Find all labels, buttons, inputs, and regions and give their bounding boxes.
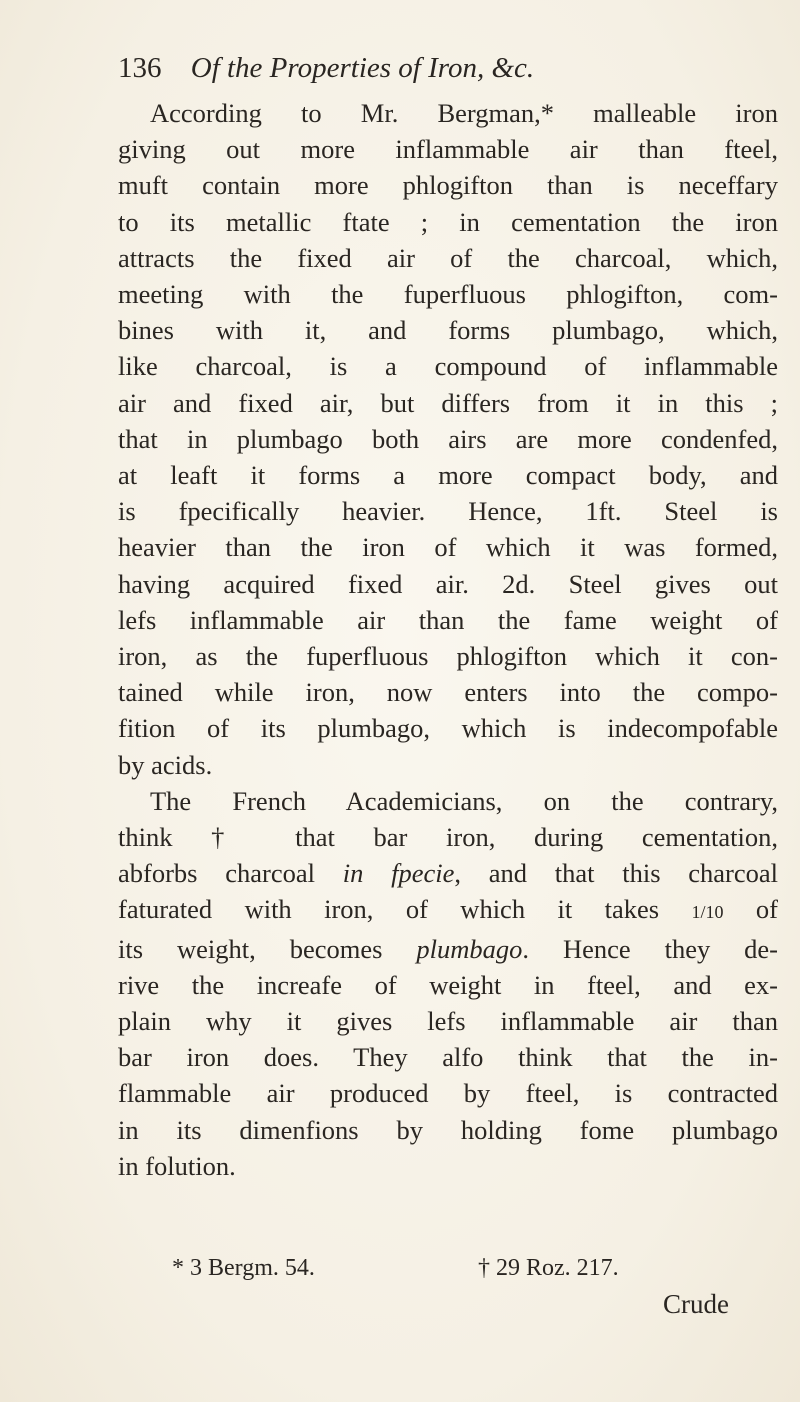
text-line: flammable air produced by fteel, is contracted: [118, 1078, 778, 1109]
text-line: air and fixed air, but differs from it in this ;: [118, 387, 778, 418]
page-number: 136: [118, 52, 162, 84]
text-run: . Hence they de-: [522, 933, 779, 964]
text-line: [118, 931, 778, 967]
italic-term: plumbago: [416, 933, 523, 964]
text-line: is fpecifically heavier. Hence, 1ft. Steel is: [118, 496, 778, 527]
fraction: 1/10: [691, 902, 724, 923]
text-run: faturated with iron, of which it takes: [118, 894, 692, 925]
text-line: like charcoal, is a compound of inflammable: [118, 351, 778, 382]
text-line: giving out more inflammable air than fteel,: [118, 134, 778, 165]
text-line: attracts the fixed air of the charcoal, which,: [118, 242, 778, 273]
text-line: to its metallic ftate ; in cementation the iron: [118, 206, 778, 237]
catchword: Crude: [663, 1289, 729, 1319]
text-line: by acids.: [118, 749, 213, 780]
text-line: The French Academicians, on the contrary,: [150, 785, 778, 816]
body-text: [118, 95, 778, 1184]
text-line: bines with it, and forms plumbago, which,: [118, 315, 778, 346]
footnote-1: * 3 Bergm. 54.: [172, 1255, 315, 1281]
text-line: bar iron does. They alfo think that the in-: [118, 1042, 778, 1073]
running-title: Of the Properties of Iron, &c.: [190, 52, 535, 84]
text-run: of: [723, 894, 778, 925]
text-line: meeting with the fuperfluous phlogifton, com-: [118, 279, 778, 310]
text-line: According to Mr. Bergman,* malleable iron: [150, 98, 778, 128]
text-line: [118, 891, 778, 930]
text-line: think † that bar iron, during cementation,: [118, 822, 778, 853]
text-line: fition of its plumbago, which is indecompofable: [118, 713, 778, 744]
text-line: heavier than the iron of which it was formed,: [118, 532, 778, 563]
text-line: tained while iron, now enters into the compo-: [118, 677, 778, 708]
text-line: that in plumbago both airs are more condenfed,: [118, 423, 778, 454]
text-line: plain why it gives lefs inflammable air than: [118, 1006, 778, 1037]
paragraph-2: [118, 783, 778, 1184]
text-line: lefs inflammable air than the fame weight of: [118, 604, 778, 635]
text-line: having acquired fixed air. 2d. Steel gives out: [118, 568, 778, 599]
text-run: abforbs charcoal: [118, 858, 343, 889]
text-line: in folution.: [118, 1150, 236, 1181]
text-line: [118, 855, 778, 891]
italic-term: in fpecie: [342, 858, 455, 889]
page-header: [118, 52, 534, 85]
paragraph-1: [118, 95, 778, 783]
footnote-2: † 29 Roz. 217.: [478, 1255, 619, 1281]
text-line: rive the increafe of weight in fteel, and ex-: [118, 969, 778, 1000]
text-line: muft contain more phlogifton than is neceffary: [118, 170, 778, 201]
text-run: , and that this charcoal: [454, 858, 778, 889]
text-line: at leaft it forms a more compact body, and: [118, 460, 778, 491]
text-line: iron, as the fuperfluous phlogifton which it con-: [118, 641, 778, 672]
text-line: in its dimenfions by holding fome plumbago: [118, 1114, 778, 1145]
text-run: its weight, becomes: [118, 933, 417, 964]
